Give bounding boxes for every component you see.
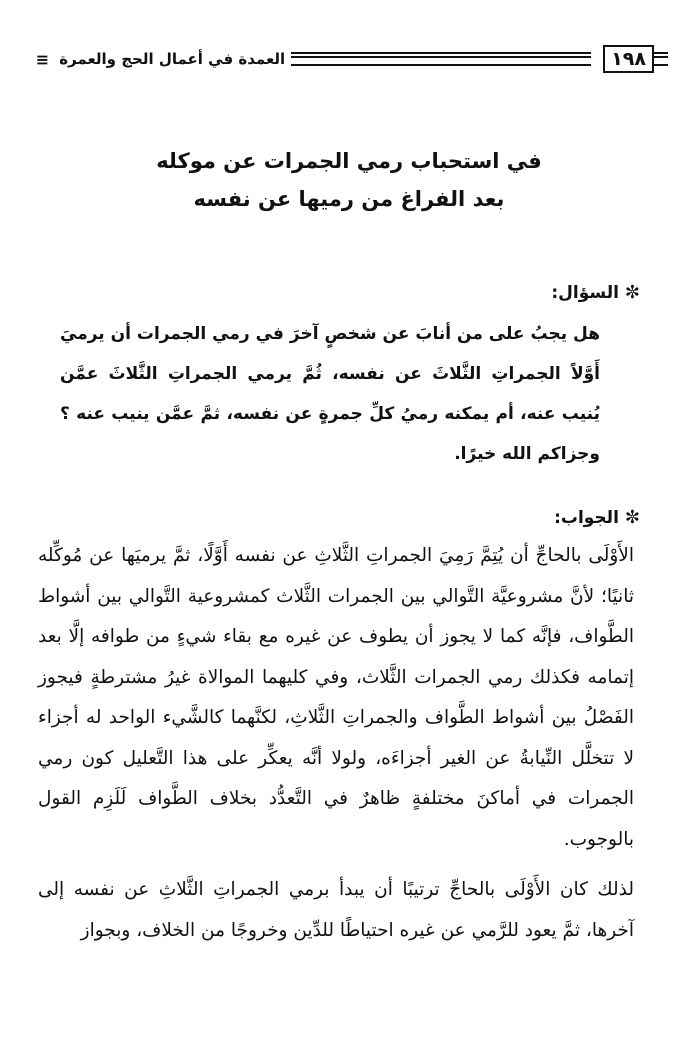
question-label: السؤال:: [551, 283, 619, 303]
answer-heading: [554, 507, 640, 528]
question-heading: [551, 282, 640, 303]
answer-paragraph-1: الأَوْلَى بالحاجِّ أن يُتِمَّ رَمِيَ الجمراتِ الثَّلاثِ عن نفسه أَوَّلًا، ثمَّ يرميَها عن مُوكِّله ثانيًا؛ لأنَّ مشروعيَّة التَّوالي بين الجمرات الثَّلاث كمشروعية التَّوالي بين أشواط الطَّواف، فإنَّه كما لا يجوز أن يطوف عن غيره مع بقاء شيءٍ من طوافه إلَّا بعد إتمامه فكذلك رمي الجمرات الثَّلاث، وفي كليهما الموالاة غيرُ مشترطةٍ فيجوز الفَصْلُ بين أشواط الطَّواف والجمراتِ الثَّلاثِ، لكنَّهما كالشَّيء الواحد له أجزاء لا تتخلَّل النِّيابةُ عن الغير أجزاءَه، ولولا أنَّه يعكِّر على هذا التَّعليل كون رمي الجمرات في أماكنَ مختلفةٍ ظاهرٌ في التَّعدُّد بخلاف الطَّواف لَلَزِم القول بالوجوب.: [38, 545, 634, 850]
answer-label: الجواب:: [554, 508, 619, 528]
page-number: ١٩٨: [603, 45, 654, 73]
answer-paragraph-2: لذلك كان الأَوْلَى بالحاجِّ ترتيبًا أن يبدأ برمي الجمراتِ الثَّلاثِ عن نفسه إلى آخرها، ثمَّ يعود للرَّمي عن غيره احتياطًا للدِّين وخروجًا من الخلاف، وبجواز: [38, 879, 634, 941]
chapter-title-line-2: بعد الفراغ من رميها عن نفسه: [193, 187, 505, 211]
header-end-mark: ≡: [35, 49, 50, 69]
header-rule-right: [654, 52, 668, 66]
asterism-icon: ✼: [624, 507, 640, 528]
book-title: العمدة في أعمال الحج والعمرة: [59, 50, 286, 68]
question-text: هل يجبُ على من أنابَ عن شخصٍ آخرَ في رمي الجمرات أن يرميَ أَوَّلاً الجمراتِ الثَّلاثَ عن نفسه، ثُمَّ يرمي الجمراتِ الثَّلاثَ عمَّن يُنيب عنه، أم يمكنه رميُ كلِّ جمرةٍ عن نفسه، ثمَّ عمَّن ينيب عنه ؟ وجزاكم الله خيرًا.: [60, 324, 600, 464]
asterism-icon: ✼: [624, 282, 640, 303]
chapter-title-line-1: في استحباب رمي الجمرات عن موكله: [156, 149, 542, 173]
header-rule-left: [291, 52, 591, 66]
answer-text: [38, 536, 634, 951]
chapter-title: [40, 142, 658, 218]
running-header: [30, 42, 668, 76]
